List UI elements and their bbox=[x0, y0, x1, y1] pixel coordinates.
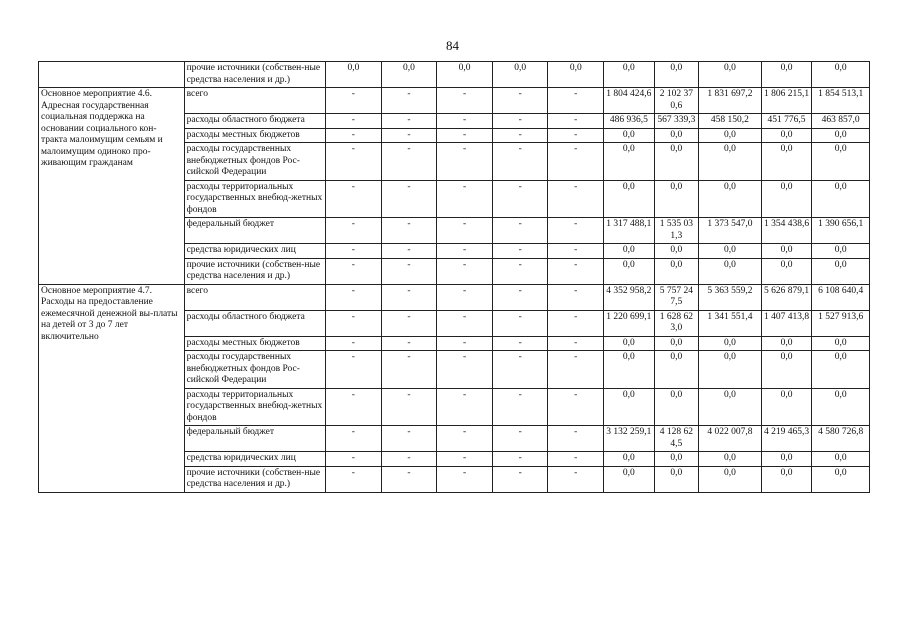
value-cell: - bbox=[548, 88, 604, 114]
value-cell: 0,0 bbox=[812, 180, 870, 218]
value-cell: 0,0 bbox=[761, 466, 812, 492]
value-cell: - bbox=[326, 180, 382, 218]
table-row bbox=[39, 88, 870, 114]
value-cell: 0,0 bbox=[761, 351, 812, 389]
value-cell: 1 317 488,1 bbox=[604, 218, 655, 244]
value-cell: 1 831 697,2 bbox=[699, 88, 762, 114]
value-cell: - bbox=[437, 258, 493, 284]
value-cell: - bbox=[381, 388, 437, 426]
value-cell: 0,0 bbox=[812, 452, 870, 467]
value-cell: 0,0 bbox=[699, 62, 762, 88]
value-cell: - bbox=[548, 114, 604, 129]
value-cell: 0,0 bbox=[699, 336, 762, 351]
value-cell: 486 936,5 bbox=[604, 114, 655, 129]
value-cell: - bbox=[326, 128, 382, 143]
table-row bbox=[39, 62, 870, 88]
value-cell: 1 220 699,1 bbox=[604, 310, 655, 336]
value-cell: - bbox=[326, 310, 382, 336]
value-cell: - bbox=[437, 88, 493, 114]
value-cell: 5 757 247,5 bbox=[654, 284, 698, 310]
value-cell: 567 339,3 bbox=[654, 114, 698, 129]
funding-source: расходы местных бюджетов bbox=[184, 336, 326, 351]
value-cell: 0,0 bbox=[699, 180, 762, 218]
value-cell: - bbox=[548, 180, 604, 218]
value-cell: 0,0 bbox=[812, 143, 870, 181]
value-cell: - bbox=[437, 351, 493, 389]
value-cell: - bbox=[381, 284, 437, 310]
value-cell: - bbox=[326, 426, 382, 452]
value-cell: 0,0 bbox=[326, 62, 382, 88]
value-cell: 5 363 559,2 bbox=[699, 284, 762, 310]
funding-source: расходы областного бюджета bbox=[184, 310, 326, 336]
value-cell: 0,0 bbox=[761, 452, 812, 467]
funding-source: расходы областного бюджета bbox=[184, 114, 326, 129]
measure-title: Основное мероприятие 4.7. Расходы на предоставление ежемесячной денежной вы-платы на детей от 3 до 7 лет включительно bbox=[39, 284, 185, 492]
value-cell: 0,0 bbox=[604, 351, 655, 389]
value-cell: 6 108 640,4 bbox=[812, 284, 870, 310]
funding-source: средства юридических лиц bbox=[184, 452, 326, 467]
value-cell: 0,0 bbox=[812, 62, 870, 88]
value-cell: 0,0 bbox=[812, 466, 870, 492]
value-cell: 0,0 bbox=[604, 388, 655, 426]
value-cell: 4 352 958,2 bbox=[604, 284, 655, 310]
value-cell: - bbox=[326, 143, 382, 181]
value-cell: 0,0 bbox=[654, 336, 698, 351]
value-cell: - bbox=[548, 351, 604, 389]
value-cell: 0,0 bbox=[654, 466, 698, 492]
value-cell: - bbox=[437, 466, 493, 492]
value-cell: 1 527 913,6 bbox=[812, 310, 870, 336]
value-cell: - bbox=[326, 88, 382, 114]
value-cell: 1 854 513,1 bbox=[812, 88, 870, 114]
value-cell: 0,0 bbox=[654, 244, 698, 259]
value-cell: 0,0 bbox=[699, 258, 762, 284]
value-cell: - bbox=[437, 388, 493, 426]
value-cell: 458 150,2 bbox=[699, 114, 762, 129]
value-cell: 0,0 bbox=[699, 466, 762, 492]
value-cell: 0,0 bbox=[492, 62, 548, 88]
value-cell: 1 390 656,1 bbox=[812, 218, 870, 244]
value-cell: 0,0 bbox=[654, 351, 698, 389]
value-cell: 1 535 031,3 bbox=[654, 218, 698, 244]
value-cell: 0,0 bbox=[604, 62, 655, 88]
value-cell: - bbox=[326, 388, 382, 426]
value-cell: - bbox=[326, 351, 382, 389]
value-cell: - bbox=[548, 388, 604, 426]
value-cell: 1 628 623,0 bbox=[654, 310, 698, 336]
value-cell: - bbox=[437, 244, 493, 259]
value-cell: - bbox=[548, 143, 604, 181]
value-cell: 0,0 bbox=[761, 244, 812, 259]
value-cell: 0,0 bbox=[812, 244, 870, 259]
value-cell: 463 857,0 bbox=[812, 114, 870, 129]
value-cell: - bbox=[548, 244, 604, 259]
funding-source: всего bbox=[184, 88, 326, 114]
funding-source: расходы территориальных государственных внебюд-жетных фондов bbox=[184, 180, 326, 218]
value-cell: - bbox=[437, 128, 493, 143]
value-cell: 0,0 bbox=[699, 143, 762, 181]
value-cell: - bbox=[381, 180, 437, 218]
value-cell: 0,0 bbox=[699, 452, 762, 467]
value-cell: - bbox=[381, 310, 437, 336]
page-number: 84 bbox=[446, 38, 459, 53]
value-cell: 0,0 bbox=[699, 128, 762, 143]
value-cell: 0,0 bbox=[654, 62, 698, 88]
value-cell: 1 373 547,0 bbox=[699, 218, 762, 244]
value-cell: - bbox=[326, 336, 382, 351]
value-cell: - bbox=[492, 258, 548, 284]
value-cell: - bbox=[548, 284, 604, 310]
measure-title bbox=[39, 62, 185, 88]
value-cell: - bbox=[437, 218, 493, 244]
value-cell: 0,0 bbox=[654, 128, 698, 143]
value-cell: - bbox=[381, 452, 437, 467]
value-cell: 1 806 215,1 bbox=[761, 88, 812, 114]
value-cell: - bbox=[492, 218, 548, 244]
value-cell: 4 128 624,5 bbox=[654, 426, 698, 452]
value-cell: - bbox=[492, 244, 548, 259]
value-cell: 0,0 bbox=[812, 351, 870, 389]
value-cell: - bbox=[492, 426, 548, 452]
value-cell: 0,0 bbox=[548, 62, 604, 88]
value-cell: - bbox=[381, 88, 437, 114]
funding-source: расходы местных бюджетов bbox=[184, 128, 326, 143]
value-cell: - bbox=[492, 351, 548, 389]
value-cell: - bbox=[437, 310, 493, 336]
value-cell: 0,0 bbox=[604, 143, 655, 181]
budget-table bbox=[38, 61, 870, 493]
value-cell: 0,0 bbox=[761, 180, 812, 218]
value-cell: - bbox=[548, 336, 604, 351]
value-cell: 5 626 879,1 bbox=[761, 284, 812, 310]
value-cell: 0,0 bbox=[604, 452, 655, 467]
value-cell: - bbox=[492, 452, 548, 467]
value-cell: - bbox=[548, 310, 604, 336]
value-cell: - bbox=[381, 128, 437, 143]
value-cell: - bbox=[326, 284, 382, 310]
value-cell: 0,0 bbox=[604, 180, 655, 218]
value-cell: 0,0 bbox=[812, 388, 870, 426]
value-cell: 0,0 bbox=[654, 452, 698, 467]
funding-source: прочие источники (собствен-ные средства населения и др.) bbox=[184, 258, 326, 284]
value-cell: - bbox=[492, 128, 548, 143]
value-cell: 0,0 bbox=[604, 466, 655, 492]
value-cell: - bbox=[437, 114, 493, 129]
value-cell: 0,0 bbox=[654, 180, 698, 218]
value-cell: 0,0 bbox=[604, 336, 655, 351]
value-cell: - bbox=[326, 244, 382, 259]
funding-source: расходы территориальных государственных внебюд-жетных фондов bbox=[184, 388, 326, 426]
value-cell: 1 804 424,6 bbox=[604, 88, 655, 114]
value-cell: 2 102 370,6 bbox=[654, 88, 698, 114]
value-cell: 0,0 bbox=[654, 143, 698, 181]
value-cell: - bbox=[437, 180, 493, 218]
measure-title: Основное мероприятие 4.6. Адресная государственная социальная поддержка на основании социального кон-тракта малоимущим семьям и малоимущим одиноко про-живающим гражданам bbox=[39, 88, 185, 285]
funding-source: федеральный бюджет bbox=[184, 218, 326, 244]
value-cell: 4 022 007,8 bbox=[699, 426, 762, 452]
value-cell: - bbox=[492, 114, 548, 129]
value-cell: - bbox=[437, 426, 493, 452]
value-cell: - bbox=[381, 143, 437, 181]
funding-source: прочие источники (собствен-ные средства населения и др.) bbox=[184, 466, 326, 492]
value-cell: - bbox=[326, 452, 382, 467]
value-cell: - bbox=[326, 114, 382, 129]
value-cell: 3 132 259,1 bbox=[604, 426, 655, 452]
value-cell: 0,0 bbox=[812, 128, 870, 143]
value-cell: - bbox=[381, 426, 437, 452]
funding-source: расходы государственных внебюджетных фондов Рос-сийской Федерации bbox=[184, 143, 326, 181]
value-cell: 0,0 bbox=[437, 62, 493, 88]
value-cell: 0,0 bbox=[699, 244, 762, 259]
value-cell: 0,0 bbox=[699, 388, 762, 426]
value-cell: - bbox=[326, 218, 382, 244]
value-cell: - bbox=[492, 310, 548, 336]
value-cell: - bbox=[548, 426, 604, 452]
value-cell: - bbox=[492, 388, 548, 426]
value-cell: 0,0 bbox=[381, 62, 437, 88]
value-cell: 0,0 bbox=[699, 351, 762, 389]
value-cell: 0,0 bbox=[761, 128, 812, 143]
value-cell: 0,0 bbox=[761, 62, 812, 88]
value-cell: 0,0 bbox=[654, 388, 698, 426]
value-cell: 1 407 413,8 bbox=[761, 310, 812, 336]
value-cell: - bbox=[381, 466, 437, 492]
value-cell: - bbox=[548, 128, 604, 143]
value-cell: 0,0 bbox=[761, 258, 812, 284]
value-cell: - bbox=[492, 88, 548, 114]
value-cell: - bbox=[492, 180, 548, 218]
value-cell: - bbox=[381, 351, 437, 389]
value-cell: - bbox=[381, 244, 437, 259]
value-cell: - bbox=[492, 466, 548, 492]
value-cell: 1 341 551,4 bbox=[699, 310, 762, 336]
funding-source: федеральный бюджет bbox=[184, 426, 326, 452]
value-cell: 0,0 bbox=[604, 258, 655, 284]
value-cell: - bbox=[437, 143, 493, 181]
value-cell: - bbox=[326, 258, 382, 284]
value-cell: - bbox=[548, 452, 604, 467]
funding-source: всего bbox=[184, 284, 326, 310]
value-cell: - bbox=[381, 114, 437, 129]
value-cell: - bbox=[548, 258, 604, 284]
value-cell: - bbox=[437, 284, 493, 310]
value-cell: 1 354 438,6 bbox=[761, 218, 812, 244]
value-cell: 0,0 bbox=[761, 388, 812, 426]
value-cell: - bbox=[548, 466, 604, 492]
value-cell: - bbox=[492, 284, 548, 310]
value-cell: 451 776,5 bbox=[761, 114, 812, 129]
value-cell: 0,0 bbox=[761, 143, 812, 181]
value-cell: - bbox=[492, 143, 548, 181]
value-cell: - bbox=[326, 466, 382, 492]
value-cell: - bbox=[437, 452, 493, 467]
value-cell: 0,0 bbox=[604, 244, 655, 259]
funding-source: прочие источники (собствен-ные средства населения и др.) bbox=[184, 62, 326, 88]
value-cell: - bbox=[381, 218, 437, 244]
value-cell: - bbox=[492, 336, 548, 351]
value-cell: - bbox=[381, 336, 437, 351]
value-cell: - bbox=[381, 258, 437, 284]
funding-source: средства юридических лиц bbox=[184, 244, 326, 259]
value-cell: 4 580 726,8 bbox=[812, 426, 870, 452]
value-cell: 0,0 bbox=[761, 336, 812, 351]
value-cell: 0,0 bbox=[604, 128, 655, 143]
funding-source: расходы государственных внебюджетных фондов Рос-сийской Федерации bbox=[184, 351, 326, 389]
value-cell: 0,0 bbox=[812, 258, 870, 284]
value-cell: 0,0 bbox=[654, 258, 698, 284]
value-cell: 4 219 465,3 bbox=[761, 426, 812, 452]
value-cell: - bbox=[437, 336, 493, 351]
value-cell: 0,0 bbox=[812, 336, 870, 351]
table-row bbox=[39, 284, 870, 310]
value-cell: - bbox=[548, 218, 604, 244]
